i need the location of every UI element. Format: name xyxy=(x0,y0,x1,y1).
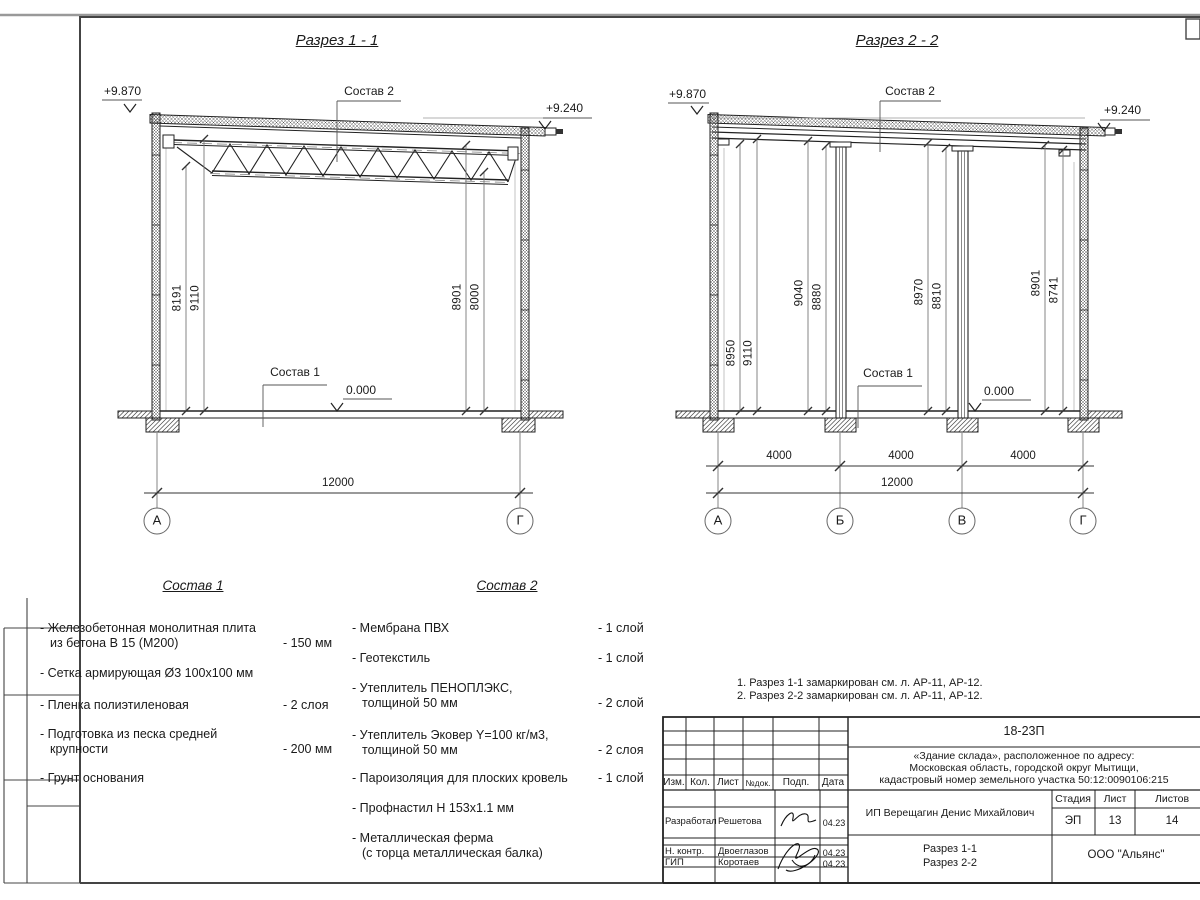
titleblock-row2-date: 04.23 xyxy=(822,848,846,858)
material-list-value: - 150 мм xyxy=(283,636,333,650)
titleblock-object-line1: «Здание склада», расположенное по адресу: xyxy=(913,750,1135,762)
note-line-2: 2. Разрез 2-2 замаркирован см. л. АР-11, АР-12. xyxy=(737,690,983,702)
material-list-row: толщиной 50 мм xyxy=(362,743,458,757)
section2-linework xyxy=(668,101,1150,534)
titleblock-sheets-value: 14 xyxy=(1165,815,1179,827)
section1-floor-leader-label: Состав 1 xyxy=(270,365,320,379)
material-list-value: - 2 слоя xyxy=(598,743,644,757)
section2-floor-leader-label: Состав 1 xyxy=(863,366,913,380)
section2-axis-g: Г xyxy=(1079,512,1087,528)
material-list-value: - 2 слоя xyxy=(283,698,329,712)
material-list-row: крупности xyxy=(50,742,109,756)
titleblock-doc-number: 18-23П xyxy=(1003,724,1045,738)
titleblock-header-data: Дата xyxy=(821,777,845,788)
material-list-value: - 1 слой xyxy=(598,621,644,635)
section2-vdim-9110: 9110 xyxy=(742,340,755,366)
material-list-row: - Грунт основания xyxy=(40,771,145,785)
section2-zero-mark: 0.000 xyxy=(984,384,1015,398)
section2-vdim-8970: 8970 xyxy=(913,278,926,306)
signature-strokes xyxy=(778,813,818,871)
note-line-1: 1. Разрез 1-1 замаркирован см. л. АР-11, АР-12. xyxy=(737,677,983,689)
material-list-row: - Утеплитель Эковер Y=100 кг/м3, xyxy=(352,728,549,742)
section1-elevation-right-label: +9.240 xyxy=(546,101,584,115)
titleblock-header-stage: Стадия xyxy=(1055,793,1091,805)
section2-span-dim-1: 4000 xyxy=(766,450,792,462)
titleblock-row3-name: Коротаев xyxy=(718,857,760,868)
section2-elevation-right-label: +9.240 xyxy=(1104,103,1142,117)
material-list-row: - Подготовка из песка средней xyxy=(40,727,218,741)
sostav1-heading: Состав 1 xyxy=(162,578,224,593)
titleblock-header-izm: Изм. xyxy=(663,777,685,788)
material-list-row: из бетона В 15 (М200) xyxy=(50,636,179,650)
titleblock-client: ИП Верещагин Денис Михайлович xyxy=(865,807,1035,819)
section1-title: Разрез 1 - 1 xyxy=(295,32,379,49)
material-list-row: - Железобетонная монолитная плита xyxy=(40,621,256,635)
sostav2-heading: Состав 2 xyxy=(476,578,538,593)
section1-axis-g: Г xyxy=(516,512,524,528)
material-list-value: - 2 слой xyxy=(598,696,644,710)
section2-vdim-8880: 8880 xyxy=(811,283,824,311)
titleblock-header-sheets: Листов xyxy=(1154,793,1190,805)
titleblock-drawing-line2: Разрез 2-2 xyxy=(922,857,978,869)
titleblock-row3-role: ГИП xyxy=(665,857,684,868)
section2-span-dim-2: 4000 xyxy=(888,450,914,462)
material-list-row: - Профнастил Н 153х1.1 мм xyxy=(352,801,515,815)
titleblock-stage-value: ЭП xyxy=(1064,815,1082,827)
section2-title: Разрез 2 - 2 xyxy=(855,32,939,49)
section1-elevation-left-label: +9.870 xyxy=(104,84,142,98)
titleblock-header-kol: Кол. xyxy=(690,777,710,788)
material-list-row: - Пленка полиэтиленовая xyxy=(40,698,189,712)
titleblock-header-list: Лист xyxy=(717,777,739,788)
material-list-row: - Утеплитель ПЕНОПЛЭКС, xyxy=(352,681,513,695)
titleblock-drawing-line1: Разрез 1-1 xyxy=(922,843,978,855)
material-list-row: - Сетка армирующая Ø3 100х100 мм xyxy=(40,666,254,680)
titleblock-row1-date: 04.23 xyxy=(822,818,846,828)
titleblock-sheet-value: 13 xyxy=(1108,815,1122,827)
section2-roof-leader-label: Состав 2 xyxy=(885,84,935,98)
section1-vdim-8000: 8000 xyxy=(469,283,482,311)
section1-vdim-9110: 9110 xyxy=(189,285,202,311)
material-list-value: - 1 слой xyxy=(598,651,644,665)
titleblock-object-line3: кадастровый номер земельного участка 50:12:0090106:215 xyxy=(879,774,1169,786)
material-list-value: - 200 мм xyxy=(283,742,333,756)
titleblock-header-sheet: Лист xyxy=(1103,793,1127,805)
titleblock-header-ndok: №док. xyxy=(745,778,771,788)
titleblock-row2-name: Двоеглазов xyxy=(718,846,769,857)
section2-axis-a: А xyxy=(713,512,723,528)
material-list-row: - Металлическая ферма xyxy=(352,831,494,845)
section2-vdim-8810: 8810 xyxy=(931,282,944,310)
titleblock-row1-name: Решетова xyxy=(718,816,762,827)
titleblock-row3-date: 04.23 xyxy=(822,859,846,869)
section1-roof-leader-label: Состав 2 xyxy=(344,84,394,98)
titleblock-object-line2: Московская область, городской округ Мытищи, xyxy=(909,762,1139,774)
titleblock-company: ООО "Альянс" xyxy=(1087,849,1165,861)
section2-elevation-left-label: +9.870 xyxy=(669,87,707,101)
section2-vdim-8950: 8950 xyxy=(725,339,738,367)
section2-vdim-8901: 8901 xyxy=(1030,269,1043,297)
section1-vdim-8191: 8191 xyxy=(171,284,184,312)
material-list-row: - Пароизоляция для плоских кровель xyxy=(352,771,568,785)
section2-axis-b: Б xyxy=(835,512,845,528)
titleblock-row1-role: Разработал xyxy=(665,816,717,827)
section1-axis-a: А xyxy=(152,512,162,528)
material-list-value: - 1 слой xyxy=(598,771,644,785)
section2-vdim-8741: 8741 xyxy=(1048,276,1061,304)
titleblock-row2-role: Н. контр. xyxy=(665,846,705,857)
section1-total-dim: 12000 xyxy=(322,477,354,489)
section1-zero-mark: 0.000 xyxy=(346,383,377,397)
material-list-row: - Мембрана ПВХ xyxy=(352,621,450,635)
titleblock-header-podp: Подп. xyxy=(782,777,810,788)
section2-span-dim-3: 4000 xyxy=(1010,450,1036,462)
section2-vdim-9040: 9040 xyxy=(793,279,806,307)
section2-total-dim: 12000 xyxy=(881,477,913,489)
section1-vdim-8901: 8901 xyxy=(451,283,464,311)
section1-linework xyxy=(102,100,592,534)
material-list-row: (с торца металлическая балка) xyxy=(362,846,543,860)
material-list-row: толщиной 50 мм xyxy=(362,696,458,710)
section2-axis-v: В xyxy=(957,512,967,528)
material-list-row: - Геотекстиль xyxy=(352,651,431,665)
